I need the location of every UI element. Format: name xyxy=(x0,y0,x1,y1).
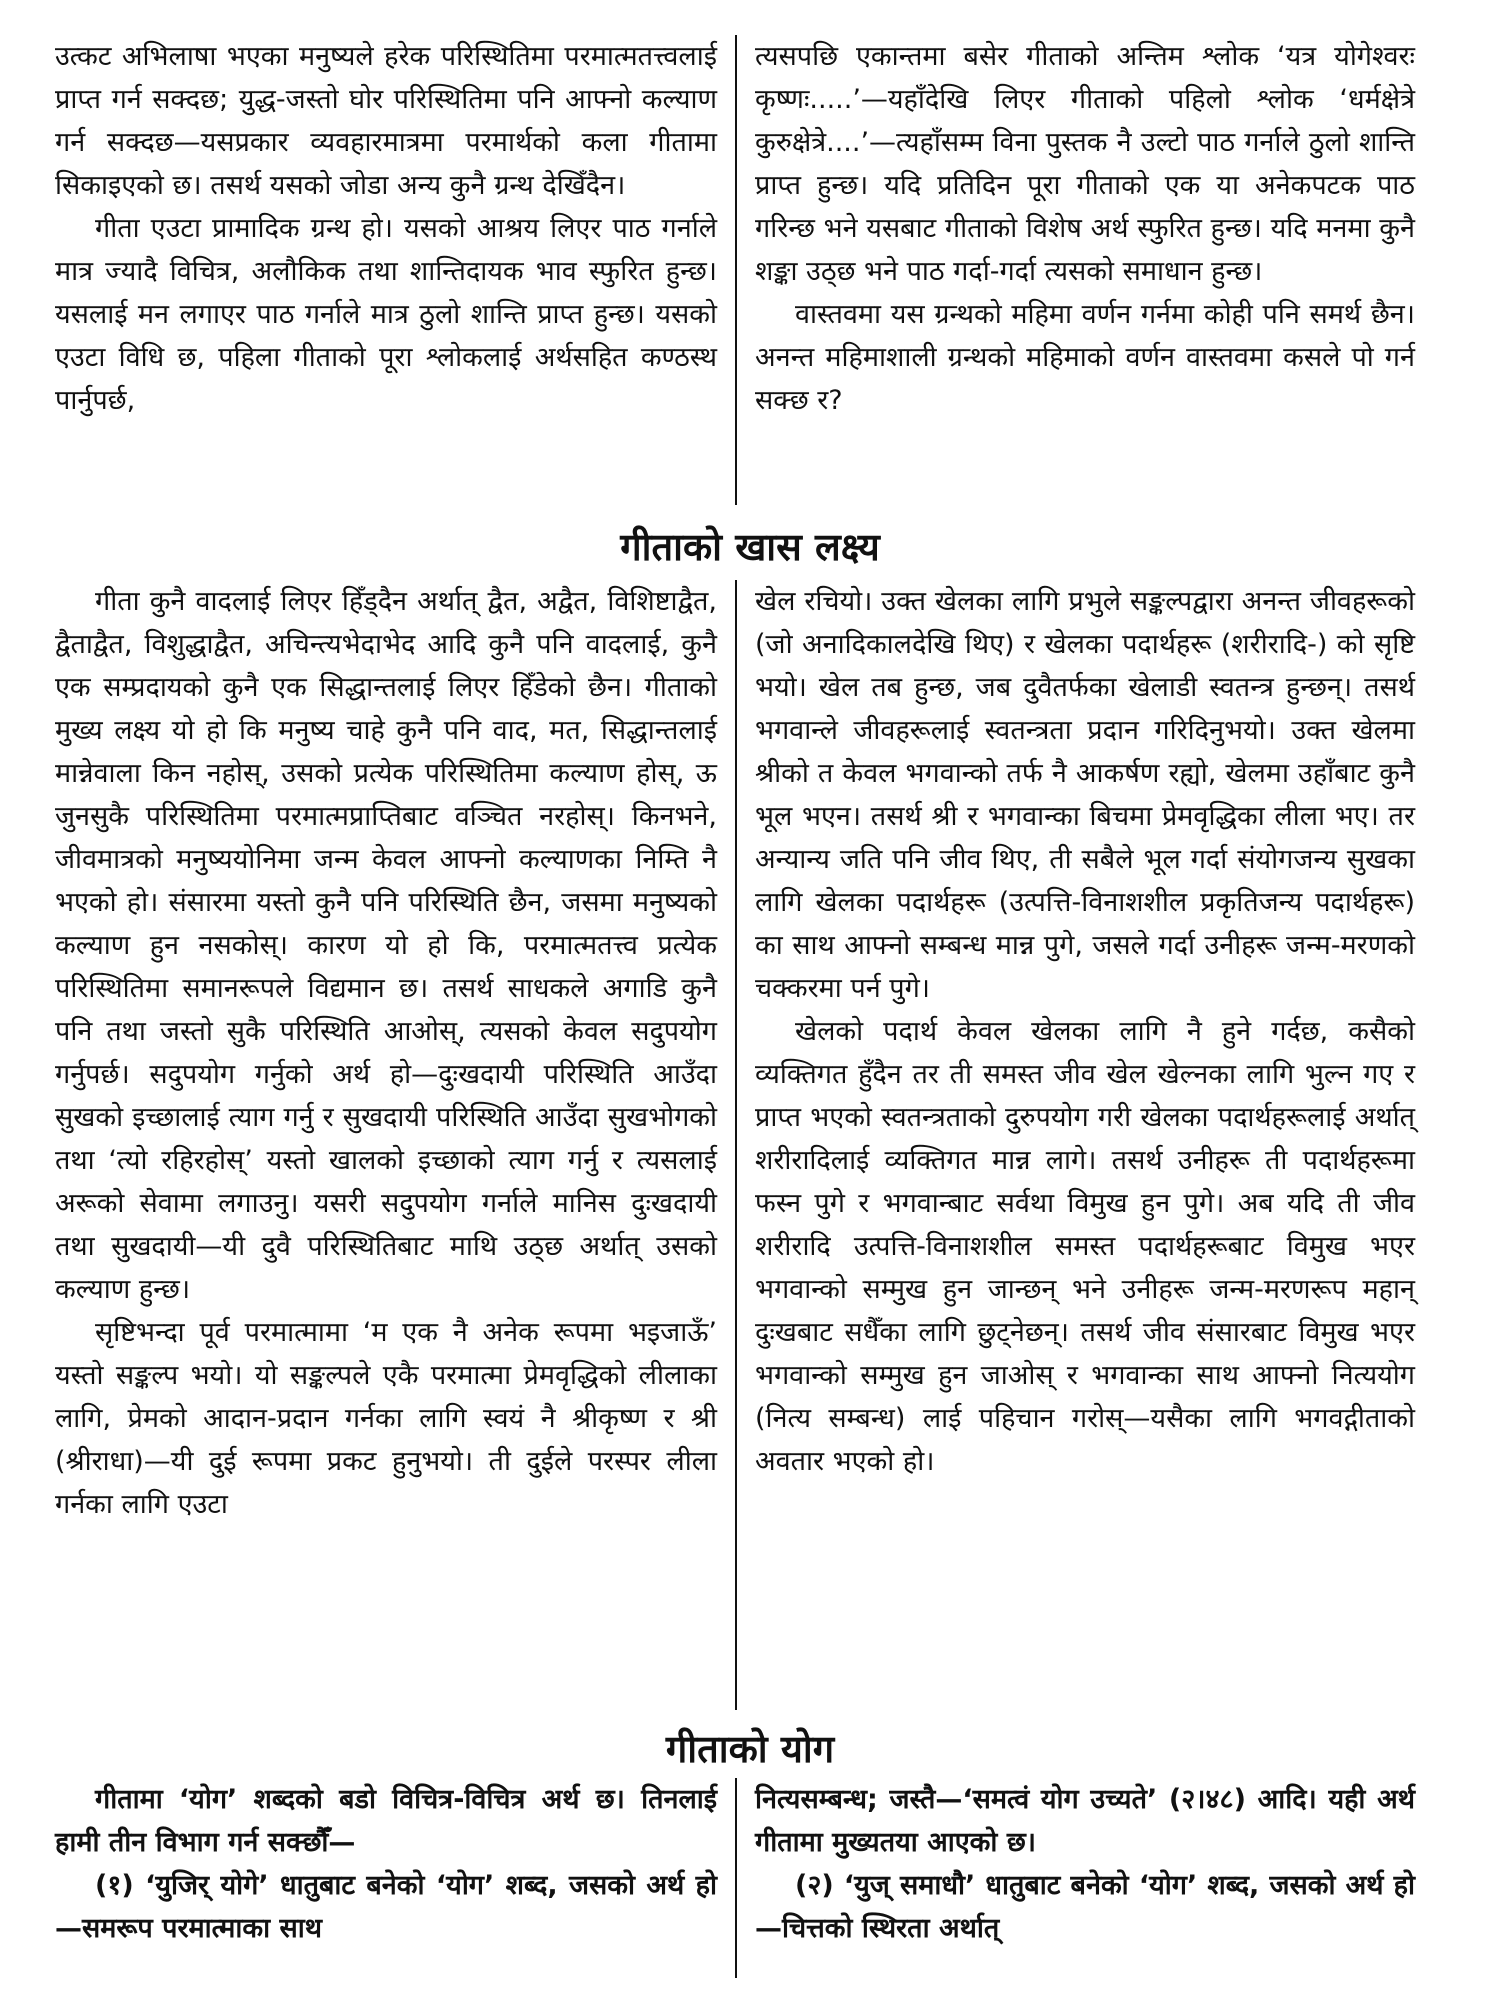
section-heading-yoga: गीताको योग xyxy=(665,1727,835,1771)
paragraph: खेलको पदार्थ केवल खेलका लागि नै हुने गर्दछ, कसैको व्यक्तिगत हुँदैन तर ती समस्त जीव खेल खेल्नका लागि भुल्न गए र प्राप्त भएको स्वतन्त्रताको दुरुपयोग गरी खेलका पदार्थहरूलाई अर्थात् शरीरादिलाई व्यक्तिगत मान्न लागे। तसर्थ उनीहरू ती पदार्थहरूमा फस्न पुगे र भगवान्बाट सर्वथा विमुख हुन पुगे। अब यदि ती जीव शरीरादि उत्पत्ति-विनाशशील समस्त पदार्थहरूबाट विमुख भएर भगवान्को सम्मुख हुन जान्छन् भने उनीहरू जन्म-मरणरूप महान् दुःखबाट सधैँका लागि छुट्नेछन्। तसर्थ जीव संसारबाट विमुख भएर भगवान्को सम्मुख हुन जाओस् र भगवान्का साथ आफ्नो नित्ययोग (नित्य सम्बन्ध) लाई पहिचान गरोस्—यसैका लागि भगवद्गीताको अवतार भएको हो। xyxy=(755,1016,1415,1477)
paragraph: सृष्टिभन्दा पूर्व परमात्मामा ‘म एक नै अनेक रूपमा भइजाऊँ’ यस्तो सङ्कल्प भयो। यो सङ्कल्पले एकै परमात्मा प्रेमवृद्धिको लीलाका लागि, प्रेमको आदान-प्रदान गर्नका लागि स्वयं नै श्रीकृष्ण र श्री (श्रीराधा)—यी दुई रूपमा प्रकट हुनुभयो। ती दुईले परस्पर लीला गर्नका लागि एउटा xyxy=(55,1317,717,1520)
paragraph: त्यसपछि एकान्तमा बसेर गीताको अन्तिम श्लोक ‘यत्र योगेश्वरः कृष्णः.....’—यहाँदेखि लिएर गीताको पहिलो श्लोक ‘धर्मक्षेत्रे कुरुक्षेत्रे....’—त्यहाँसम्म विना पुस्तक नै उल्टो पाठ गर्नाले ठुलो शान्ति प्राप्त हुन्छ। यदि प्रतिदिन पूरा गीताको एक या अनेकपटक पाठ गरिन्छ भने यसबाट गीताको विशेष अर्थ स्फुरित हुन्छ। यदि मनमा कुनै शङ्का उठ्छ भने पाठ गर्दा-गर्दा त्यसको समाधान हुन्छ। xyxy=(755,41,1415,287)
paragraph: गीतामा ‘योग’ शब्दको बडो विचित्र-विचित्र अर्थ छ। तिनलाई हामी तीन विभाग गर्न सक्छौँ— xyxy=(55,1784,717,1858)
middle-right-column xyxy=(735,580,1415,1710)
section-heading-main-goal: गीताको खास लक्ष्य xyxy=(620,525,880,569)
paragraph: उत्कट अभिलाषा भएका मनुष्यले हरेक परिस्थितिमा परमात्मतत्त्वलाई प्राप्त गर्न सक्दछ; युद्ध-जस्तो घोर परिस्थितिमा पनि आफ्नो कल्याण गर्न सक्दछ—यसप्रकार व्यवहारमात्रमा परमार्थको कला गीतामा सिकाइएको छ। तसर्थ यसको जोडा अन्य कुनै ग्रन्थ देखिँदैन। xyxy=(55,41,717,201)
paragraph: खेल रचियो। उक्त खेलका लागि प्रभुले सङ्कल्पद्वारा अनन्त जीवहरूको (जो अनादिकालदेखि थिए) र खेलका पदार्थहरू (शरीरादि-) को सृष्टि भयो। खेल तब हुन्छ, जब दुवैतर्फका खेलाडी स्वतन्त्र हुन्छन्। तसर्थ भगवान्ले जीवहरूलाई स्वतन्त्रता प्रदान गरिदिनुभयो। उक्त खेलमा श्रीको त केवल भगवान्को तर्फ नै आकर्षण रह्यो, खेलमा उहाँबाट कुनै भूल भएन। तसर्थ श्री र भगवान्का बिचमा प्रेमवृद्धिका लीला भए। तर अन्यान्य जति पनि जीव थिए, ती सबैले भूल गर्दा संयोगजन्य सुखका लागि खेलका पदार्थहरू (उत्पत्ति-विनाशशील प्रकृतिजन्य पदार्थहरू) का साथ आफ्नो सम्बन्ध मान्न पुगे, जसले गर्दा उनीहरू जन्म-मरणको चक्करमा पर्न पुगे। xyxy=(755,586,1415,1004)
bottom-right-column xyxy=(735,1778,1415,1978)
top-left-column xyxy=(55,35,735,505)
paragraph: गीता कुनै वादलाई लिएर हिँड्दैन अर्थात् द्वैत, अद्वैत, विशिष्टाद्वैत, द्वैताद्वैत, विशुद्धाद्वैत, अचिन्त्यभेदाभेद आदि कुनै पनि वादलाई, कुनै एक सम्प्रदायको कुनै एक सिद्धान्तलाई लिएर हिँडेको छैन। गीताको मुख्य लक्ष्य यो हो कि मनुष्य चाहे कुनै पनि वाद, मत, सिद्धान्तलाई मान्नेवाला किन नहोस्, उसको प्रत्येक परिस्थितिमा कल्याण होस्, ऊ जुनसुकै परिस्थितिमा परमात्मप्राप्तिबाट वञ्चित नरहोस्। किनभने, जीवमात्रको मनुष्ययोनिमा जन्म केवल आफ्नो कल्याणका निम्ति नै भएको हो। संसारमा यस्तो कुनै पनि परिस्थिति छैन, जसमा मनुष्यको कल्याण हुन नसकोस्। कारण यो हो कि, परमात्मतत्त्व प्रत्येक परिस्थितिमा समानरूपले विद्यमान छ। तसर्थ साधकले अगाडि कुनै पनि तथा जस्तो सुकै परिस्थिति आओस्, त्यसको केवल सदुपयोग गर्नुपर्छ। सदुपयोग गर्नुको अर्थ हो—दुःखदायी परिस्थिति आउँदा सुखको इच्छालाई त्याग गर्नु र सुखदायी परिस्थिति आउँदा सुखभोगको तथा ‘त्यो रहिरहोस्’ यस्तो खालको इच्छाको त्याग गर्नु र त्यसलाई अरूको सेवामा लगाउनु। यसरी सदुपयोग गर्नाले मानिस दुःखदायी तथा सुखदायी—यी दुवै परिस्थितिबाट माथि उठ्छ अर्थात् उसको कल्याण हुन्छ। xyxy=(55,586,717,1305)
paragraph: वास्तवमा यस ग्रन्थको महिमा वर्णन गर्नमा कोही पनि समर्थ छैन। अनन्त महिमाशाली ग्रन्थको महिमाको वर्णन वास्तवमा कसले पो गर्न सक्छ र? xyxy=(755,299,1415,416)
paragraph: (१) ‘युजिर् योगे’ धातुबाट बनेको ‘योग’ शब्द, जसको अर्थ हो—समरूप परमात्माका साथ xyxy=(55,1870,717,1944)
bottom-section xyxy=(55,1778,1445,1978)
middle-left-column xyxy=(55,580,735,1710)
middle-section xyxy=(55,580,1445,1710)
paragraph: (२) ‘युज् समाधौ’ धातुबाट बनेको ‘योग’ शब्द, जसको अर्थ हो—चित्तको स्थिरता अर्थात् xyxy=(755,1870,1415,1944)
paragraph: गीता एउटा प्रामादिक ग्रन्थ हो। यसको आश्रय लिएर पाठ गर्नाले मात्र ज्यादै विचित्र, अलौकिक तथा शान्तिदायक भाव स्फुरित हुन्छ। यसलाई मन लगाएर पाठ गर्नाले मात्र ठुलो शान्ति प्राप्त हुन्छ। यसको एउटा विधि छ, पहिला गीताको पूरा श्लोकलाई अर्थसहित कण्ठस्थ पार्नुपर्छ, xyxy=(55,213,717,416)
bottom-left-column xyxy=(55,1778,735,1978)
top-section xyxy=(55,35,1445,505)
paragraph: नित्यसम्बन्ध; जस्तै—‘समत्वं योग उच्यते’ (२।४८) आदि। यही अर्थ गीतामा मुख्यतया आएको छ। xyxy=(755,1784,1415,1858)
top-right-column xyxy=(735,35,1415,505)
